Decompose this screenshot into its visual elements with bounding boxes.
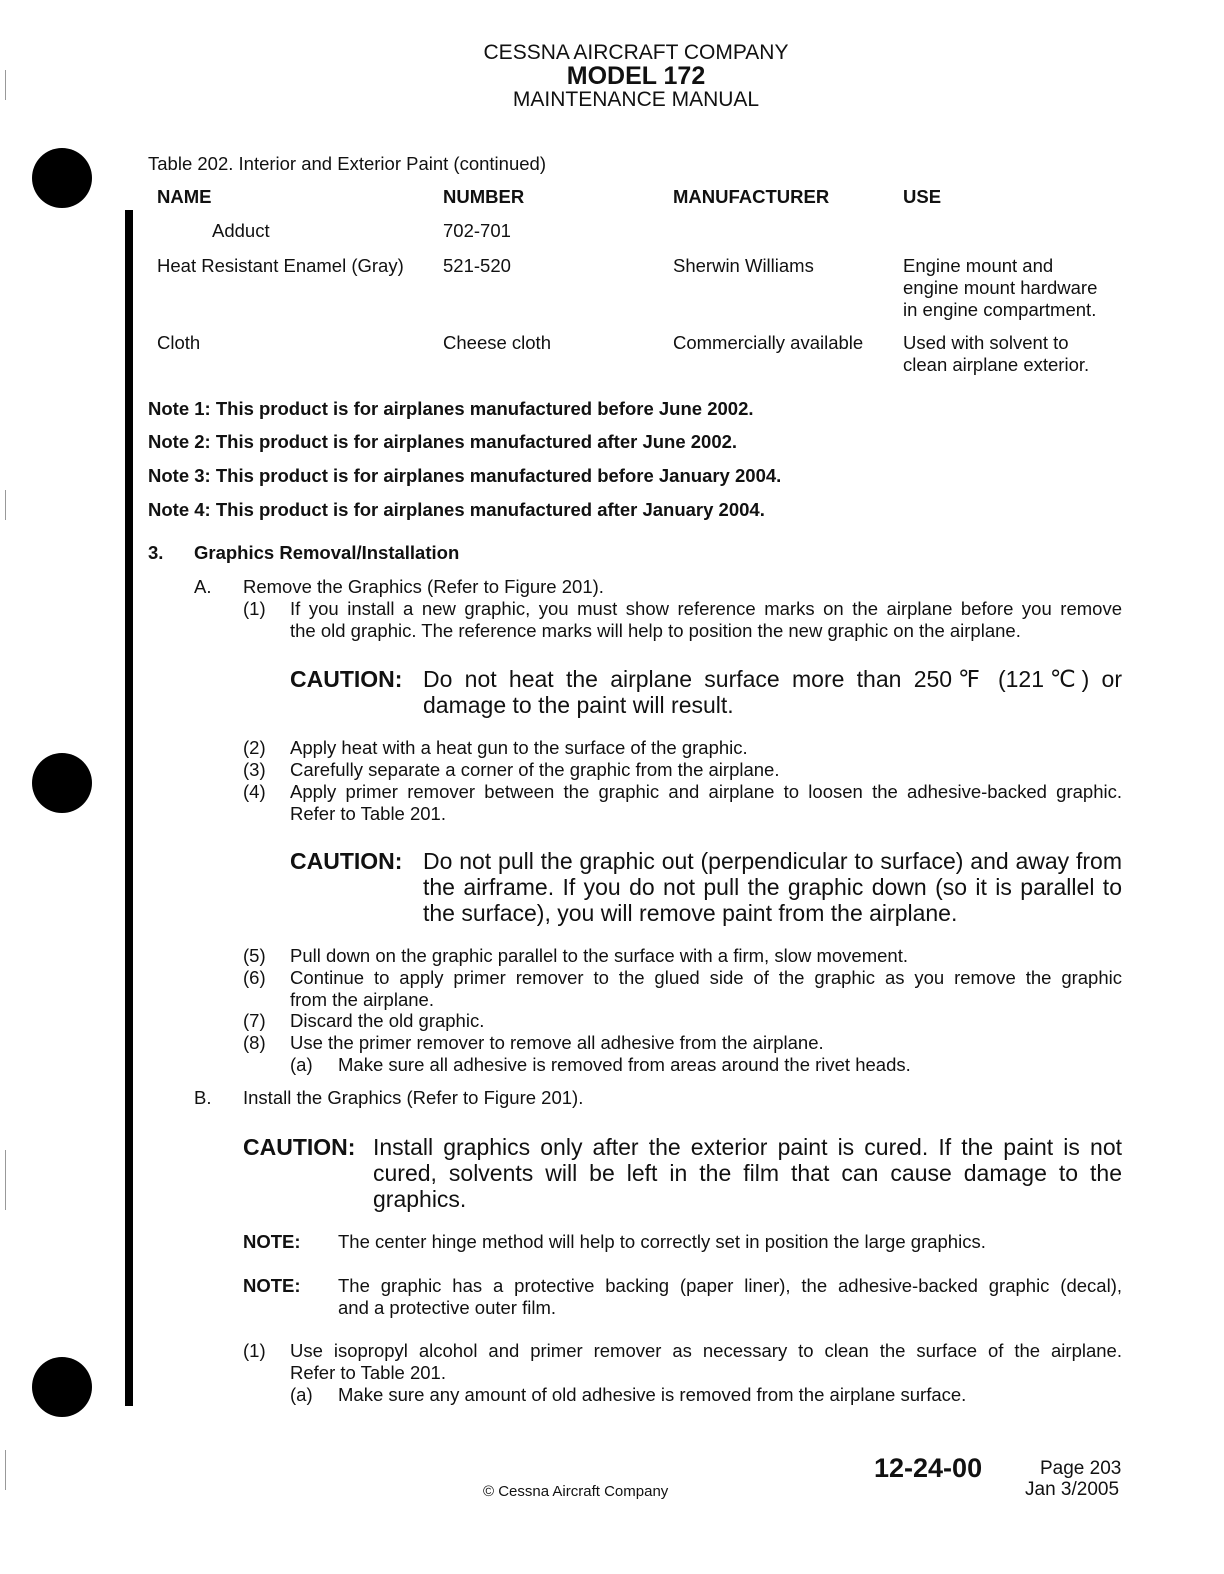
binder-hole: [32, 148, 92, 208]
step-text: Continue to apply primer remover to the glued side of the graphic as you remove the graphic: [290, 967, 1122, 988]
caution-text: Do not heat the airplane surface more than 250℉ (121℃) or: [423, 666, 1122, 692]
table-cell-name: Cloth: [157, 332, 201, 353]
step-text: Make sure any amount of old adhesive is removed from the airplane surface.: [338, 1384, 967, 1405]
caution-label: CAUTION:: [290, 666, 403, 692]
step-text: Make sure all adhesive is removed from areas around the rivet heads.: [338, 1054, 911, 1075]
change-bar: [125, 210, 133, 1406]
step-label: (a): [290, 1054, 313, 1075]
table-header: MANUFACTURER: [673, 186, 830, 207]
note-line: Note 1: This product is for airplanes manufactured before June 2002.: [148, 398, 754, 419]
step-text: from the airplane.: [290, 989, 434, 1010]
step-text: The graphic has a protective backing (paper liner), the adhesive-backed graphic (decal),: [338, 1275, 1122, 1296]
table-cell-name: Heat Resistant Enamel (Gray): [157, 255, 404, 276]
margin-mark: [5, 1150, 6, 1210]
table-cell-number: 521-520: [443, 255, 511, 276]
header-model: MODEL 172: [566, 62, 706, 90]
table-cell-number: Cheese cloth: [443, 332, 551, 353]
step-label: B.: [194, 1087, 212, 1108]
step-text: Discard the old graphic.: [290, 1010, 485, 1031]
table-header: NAME: [157, 186, 212, 207]
step-label: (5): [243, 945, 266, 966]
table-caption: Table 202. Interior and Exterior Paint (continued): [148, 153, 546, 174]
margin-mark: [5, 490, 6, 520]
note-label: NOTE:: [243, 1275, 301, 1296]
step-label: (3): [243, 759, 266, 780]
table-cell-name: Adduct: [212, 220, 270, 241]
caution-text: graphics.: [373, 1186, 467, 1212]
table-cell-manufacturer: Commercially available: [673, 332, 864, 353]
step-label: (a): [290, 1384, 313, 1405]
table-header: NUMBER: [443, 186, 525, 207]
step-label: (8): [243, 1032, 266, 1053]
step-text: Remove the Graphics (Refer to Figure 201).: [243, 576, 604, 597]
binder-hole: [32, 753, 92, 813]
caution-text: Install graphics only after the exterior paint is cured. If the paint is not: [373, 1134, 1122, 1160]
table-cell-use: Used with solvent to: [903, 332, 1069, 353]
step-label: (1): [243, 1340, 266, 1361]
caution-text: the surface), you will remove paint from the airplane.: [423, 900, 958, 926]
page-number: Page 203: [1040, 1458, 1122, 1479]
note-line: Note 4: This product is for airplanes manufactured after January 2004.: [148, 499, 765, 520]
table-cell-use: clean airplane exterior.: [903, 354, 1090, 375]
table-header: USE: [903, 186, 942, 207]
note-label: NOTE:: [243, 1231, 301, 1252]
step-label: (6): [243, 967, 266, 988]
copyright: © Cessna Aircraft Company: [483, 1483, 669, 1500]
step-text: Use isopropyl alcohol and primer remover as necessary to clean the surface of the airplane.: [290, 1340, 1122, 1361]
section-number: 3.: [148, 542, 164, 563]
table-cell-manufacturer: Sherwin Williams: [673, 255, 814, 276]
note-line: Note 3: This product is for airplanes manufactured before January 2004.: [148, 465, 782, 486]
header-company: CESSNA AIRCRAFT COMPANY: [483, 41, 789, 64]
table-cell-use: Engine mount and: [903, 255, 1054, 276]
table-cell-number: 702-701: [443, 220, 511, 241]
step-label: (4): [243, 781, 266, 802]
caution-label: CAUTION:: [290, 848, 403, 874]
margin-mark: [5, 1450, 6, 1490]
caution-text: the airframe. If you do not pull the graphic down (so it is parallel to: [423, 874, 1122, 900]
step-label: (1): [243, 598, 266, 619]
page-date: Jan 3/2005: [1025, 1479, 1120, 1500]
step-text: Apply heat with a heat gun to the surface of the graphic.: [290, 737, 748, 758]
step-text: The center hinge method will help to correctly set in position the large graphics.: [338, 1231, 986, 1252]
step-text: Refer to Table 201.: [290, 803, 446, 824]
chapter-number: 12-24-00: [874, 1453, 983, 1483]
caution-text: damage to the paint will result.: [423, 692, 734, 718]
step-text: If you install a new graphic, you must show reference marks on the airplane before you remove: [290, 598, 1122, 619]
step-text: Use the primer remover to remove all adhesive from the airplane.: [290, 1032, 824, 1053]
step-text: Refer to Table 201.: [290, 1362, 446, 1383]
table-cell-use: engine mount hardware: [903, 277, 1098, 298]
caution-text: cured, solvents will be left in the film that can cause damage to the: [373, 1160, 1122, 1186]
binder-hole: [32, 1357, 92, 1417]
step-text: Pull down on the graphic parallel to the surface with a firm, slow movement.: [290, 945, 908, 966]
header-manual: MAINTENANCE MANUAL: [512, 88, 760, 111]
step-text: Apply primer remover between the graphic and airplane to loosen the adhesive-backed graphic.: [290, 781, 1122, 802]
step-text: Install the Graphics (Refer to Figure 201).: [243, 1087, 584, 1108]
step-label: (2): [243, 737, 266, 758]
table-cell-use: in engine compartment.: [903, 299, 1097, 320]
note-line: Note 2: This product is for airplanes manufactured after June 2002.: [148, 431, 738, 452]
step-label: (7): [243, 1010, 266, 1031]
step-text: Carefully separate a corner of the graphic from the airplane.: [290, 759, 780, 780]
step-label: A.: [194, 576, 212, 597]
step-text: the old graphic. The reference marks will help to position the new graphic on the airplane.: [290, 620, 1021, 641]
step-text: and a protective outer film.: [338, 1297, 556, 1318]
caution-label: CAUTION:: [243, 1134, 356, 1160]
section-title: Graphics Removal/Installation: [194, 542, 460, 563]
caution-text: Do not pull the graphic out (perpendicular to surface) and away from: [423, 848, 1122, 874]
